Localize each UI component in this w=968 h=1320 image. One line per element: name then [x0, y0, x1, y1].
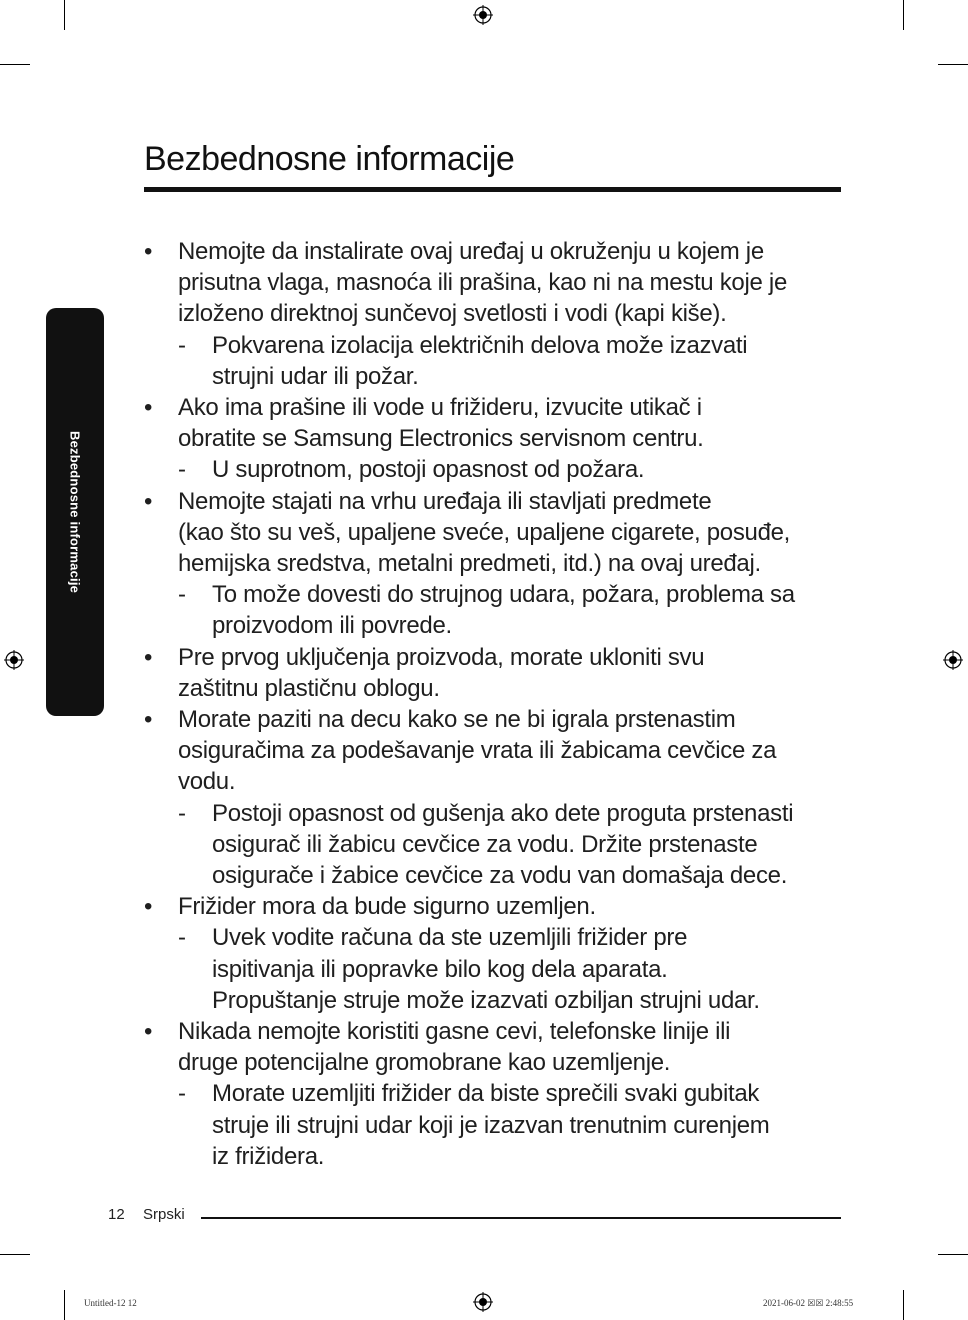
footer-rule: [201, 1217, 841, 1219]
bullet-glyph: •: [144, 238, 153, 265]
page-language: Srpski: [143, 1206, 185, 1223]
sub-item-text: osigurače i žabice cevčice za vodu van domašaja dece.: [212, 862, 788, 890]
bullet-glyph: •: [144, 394, 153, 422]
sub-item-text: Propuštanje struje može izazvati ozbiljan strujni udar.: [212, 986, 760, 1014]
dash-glyph: -: [178, 799, 186, 827]
list-item-text: Frižider mora da bude sigurno uzemljen.: [178, 893, 596, 921]
bullet-glyph: •: [144, 487, 153, 515]
list-item: [144, 891, 844, 922]
list-item-text: Morate paziti na decu kako se ne bi igrala prstenastim: [178, 706, 736, 734]
registration-mark-icon: [4, 650, 24, 670]
sub-item-text: To može dovesti do strujnog udara, požara, problema sa: [212, 581, 795, 609]
list-item-text: izloženo direktnoj sunčevoj svetlosti i vodi (kapi kiše).: [178, 300, 727, 328]
bullet-glyph: •: [144, 643, 153, 671]
page-number: 12: [108, 1206, 125, 1223]
list-item: [144, 642, 844, 704]
list-item-text: osiguračima za podešavanje vrata ili žabicama cevčice za: [178, 737, 777, 765]
list-item-text: vodu.: [178, 768, 236, 796]
list-item: [144, 392, 844, 454]
dash-glyph: -: [178, 581, 186, 609]
list-item-text: Nikada nemojte koristiti gasne cevi, telefonske linije ili: [178, 1018, 731, 1046]
sub-item: [144, 1078, 844, 1172]
list-item: [144, 1016, 844, 1078]
crop-mark: [64, 1290, 65, 1320]
list-item-text: Pre prvog uključenja proizvoda, morate ukloniti svu: [178, 643, 705, 671]
dash-glyph: -: [178, 331, 186, 359]
title-rule: [144, 187, 841, 192]
sub-item: [144, 579, 844, 641]
registration-mark-icon: [943, 650, 963, 670]
safety-list: [144, 236, 844, 1172]
sub-item-text: proizvodom ili povrede.: [212, 612, 452, 640]
sub-item-text: Uvek vodite računa da ste uzemljili frižider pre: [212, 924, 688, 952]
crop-mark: [938, 1254, 968, 1255]
sub-item: [144, 922, 844, 1016]
list-item-text: druge potencijalne gromobrane kao uzemljenje.: [178, 1049, 671, 1077]
side-tab-label: Bezbednosne informacije: [67, 430, 83, 594]
sub-item: [144, 330, 844, 392]
dash-glyph: -: [178, 924, 186, 952]
list-item-text: prisutna vlaga, masnoća ili prašina, kao ni na mestu koje je: [178, 269, 788, 297]
sub-item: [144, 798, 844, 892]
bullet-glyph: •: [144, 706, 153, 734]
list-item: [144, 486, 844, 580]
list-item: [144, 236, 844, 330]
sub-item-text: Postoji opasnost od gušenja ako dete proguta prstenasti: [212, 799, 794, 827]
list-item-text: Ako ima prašine ili vode u frižideru, izvucite utikač i: [178, 394, 702, 422]
crop-mark: [0, 64, 30, 65]
list-item-text: hemijska sredstva, metalni predmeti, itd.) na ovaj uređaj.: [178, 550, 761, 578]
list-item-text: zaštitnu plastičnu oblogu.: [178, 674, 440, 702]
bullet-glyph: •: [144, 893, 153, 921]
sub-item-text: osigurač ili žabicu cevčice za vodu. Držite prstenaste: [212, 830, 758, 858]
crop-mark: [0, 1254, 30, 1255]
list-item-text: (kao što su veš, upaljene sveće, upaljene cigarete, posuđe,: [178, 518, 791, 546]
sub-item-text: ispitivanja ili popravke bilo kog dela aparata.: [212, 955, 668, 983]
sub-item: [144, 454, 844, 485]
bullet-glyph: •: [144, 1018, 153, 1046]
print-slug-left: Untitled-12 12: [84, 1298, 137, 1308]
list-item-text: obratite se Samsung Electronics servisnom centru.: [178, 425, 704, 453]
list-item-text: Nemojte da instalirate ovaj uređaj u okruženju u kojem je: [178, 238, 764, 265]
list-item: [144, 704, 844, 798]
sub-item-text: strujni udar ili požar.: [212, 362, 419, 390]
registration-mark-icon: [473, 5, 493, 25]
crop-mark: [903, 1290, 904, 1320]
crop-mark: [903, 0, 904, 30]
sub-item-text: Pokvarena izolacija električnih delova može izazvati: [212, 331, 748, 359]
print-slug-right: 2021-06-02 ☒☒ 2:48:55: [763, 1298, 854, 1308]
dash-glyph: -: [178, 456, 186, 484]
sub-item-text: struje ili strujni udar koji je izazvan trenutnim curenjem: [212, 1111, 770, 1139]
list-item-text: Nemojte stajati na vrhu uređaja ili stavljati predmete: [178, 487, 712, 515]
page-title: Bezbednosne informacije: [144, 140, 515, 178]
crop-mark: [938, 64, 968, 65]
sub-item-text: U suprotnom, postoji opasnost od požara.: [212, 456, 645, 484]
registration-mark-icon: [473, 1292, 493, 1312]
crop-mark: [64, 0, 65, 30]
dash-glyph: -: [178, 1080, 186, 1108]
sub-item-text: Morate uzemljiti frižider da biste sprečili svaki gubitak: [212, 1080, 760, 1108]
sub-item-text: iz frižidera.: [212, 1142, 325, 1170]
side-section-tab: [46, 308, 104, 716]
